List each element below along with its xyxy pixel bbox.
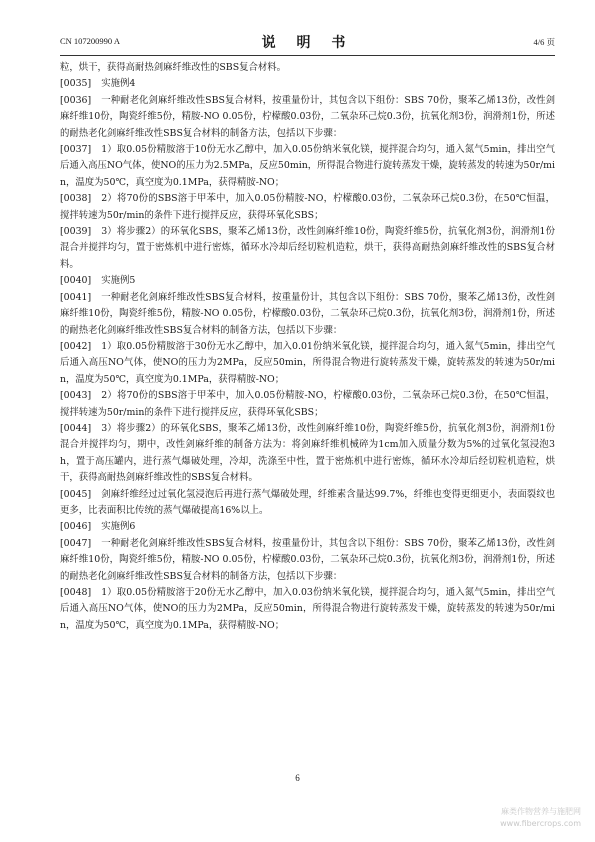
paragraph [60, 421, 555, 487]
paragraph-number: [0042] [60, 340, 92, 352]
paragraph [60, 60, 555, 76]
paragraph-text: 一种耐老化剑麻纤维改性SBS复合材料，按重量份计，其包含以下组份：SBS 70份，聚苯乙烯13份，改性剑麻纤维10份，陶瓷纤维5份，精胺-NO 0.05份，柠檬酸0.03份，二氧杂环己烷0.3份，抗氧化剂3份，润滑剂1份，所述的耐热老化剑麻纤维改性SBS复合材料的制备方法，包括以下步骤： [60, 537, 555, 582]
paragraph-number: [0040] [60, 275, 92, 287]
paragraph-text: 粒，烘干，获得高耐热剑麻纤维改性的SBS复合材料。 [60, 62, 286, 73]
paragraph [60, 339, 555, 388]
paragraph-text: 实施例6 [101, 521, 136, 533]
paragraph-text: 1）取0.05份精胺溶于10份无水乙醇中，加入0.05份纳米氧化镁，搅拌混合均匀，通入氮气5min，排出空气后通入高压NO气体，使NO的压力为2.5MPa，反应50min，所得混合物进行旋转蒸发干燥，旋转蒸发的转速为50r/min，温度为50℃，真空度为0.1MPa，获得精胺-NO； [60, 144, 555, 188]
paragraph [60, 487, 555, 520]
paragraph-text: 剑麻纤维经过过氧化氢浸泡后再进行蒸气爆破处理，纤维素含量达99.7%，纤维也变得更细更小，表面裂纹也更多，比表面积比传统的蒸气爆破提高16%以上。 [60, 488, 555, 516]
paragraph [60, 585, 555, 634]
paragraph-number: [0044] [60, 422, 92, 434]
page-header [60, 32, 555, 52]
paragraph-text: 1）取0.05份精胺溶于30份无水乙醇中，加入0.01份纳米氧化镁，搅拌混合均匀，通入氮气5min，排出空气后通入高压NO气体，使NO的压力为2MPa，反应50min，所得混合物进行旋转蒸发干燥，旋转蒸发的转速为50r/min，温度为50℃，真空度为0.1MPa，获得精胺-NO； [60, 340, 555, 385]
page-title: 说 明 书 [261, 35, 354, 51]
paragraph [60, 93, 555, 142]
watermark-site-name: 麻类作物营养与施肥网 [501, 807, 581, 816]
header-divider [60, 55, 555, 56]
paragraph-text: 一种耐老化剑麻纤维改性SBS复合材料，按重量份计，其包含以下组份：SBS 70份，聚苯乙烯13份，改性剑麻纤维10份，陶瓷纤维5份，精胺-NO 0.05份，柠檬酸0.03份，二氧杂环己烷0.3份，抗氧化剂3份，润滑剂1份，所述的耐热老化剑麻纤维改性SBS复合材料的制备方法，包括以下步骤： [60, 291, 555, 336]
paragraph [60, 388, 555, 421]
paragraph [60, 224, 555, 273]
paragraph-text: 1）取0.05份精胺溶于20份无水乙醇中，加入0.03份纳米氧化镁，搅拌混合均匀，通入氮气5min，排出空气后通入高压NO气体，使NO的压力为2MPa，反应50min，所得混合物进行旋转蒸发干燥，旋转蒸发的转速为50r/min，温度为50℃，真空度为0.1MPa，获得精胺-NO； [60, 587, 555, 631]
paragraph-number: [0043] [60, 390, 92, 402]
paragraph-number: [0038] [60, 193, 92, 205]
paragraph-text: 一种耐老化剑麻纤维改性SBS复合材料，按重量份计，其包含以下组份：SBS 70份，聚苯乙烯13份，改性剑麻纤维10份，陶瓷纤维5份，精胺-NO 0.05份，柠檬酸0.03份，二氧杂环己烷0.3份，抗氧化剂3份，润滑剂1份，所述的耐热老化剑麻纤维改性SBS复合材料的制备方法，包括以下步骤： [60, 94, 555, 139]
paragraph-text: 2）将70份的SBS溶于甲苯中，加入0.05份精胺-NO，柠檬酸0.03份，二氧杂环己烷0.3份，在50℃恒温，搅拌转速为50r/min的条件下进行搅拌反应，获得环氧化SBS； [60, 193, 555, 221]
paragraph [60, 273, 555, 289]
paragraph [60, 536, 555, 585]
paragraph-text: 2）将70份的SBS溶于甲苯中，加入0.05份精胺-NO，柠檬酸0.03份，二氧杂环己烷0.3份，在50℃恒温，搅拌转速为50r/min的条件下进行搅拌反应，获得环氧化SBS； [60, 390, 555, 418]
paragraph-number: [0037] [60, 144, 92, 156]
watermark [500, 806, 581, 830]
paragraph [60, 519, 555, 535]
paragraph-text: 实施例4 [101, 78, 136, 90]
paragraph-text: 3）将步骤2）的环氧化SBS，聚苯乙烯13份，改性剑麻纤维10份，陶瓷纤维5份，抗氧化剂3份，润滑剂1份混合并搅拌均匀，置于密炼机中进行密炼，循环水冷却后经切粒机造粒，烘干，获得高耐热剑麻纤维改性的SBS复合材料。 [60, 226, 555, 270]
paragraph [60, 142, 555, 191]
document-number: CN 107200990 A [60, 36, 120, 46]
paragraph-number: [0036] [60, 94, 92, 106]
paragraph [60, 290, 555, 339]
page-number: 6 [295, 773, 300, 783]
paragraph-number: [0045] [60, 488, 92, 500]
paragraph-number: [0035] [60, 78, 92, 90]
paragraph [60, 191, 555, 224]
paragraph-number: [0047] [60, 537, 92, 549]
paragraph-number: [0039] [60, 226, 92, 238]
document-body [60, 60, 555, 634]
watermark-url: www.fibercrops.com [500, 819, 581, 828]
paragraph-text: 实施例5 [101, 275, 136, 287]
paragraph-number: [0046] [60, 521, 92, 533]
paragraph-text: 3）将步骤2）的环氧化SBS，聚苯乙烯13份，改性剑麻纤维10份，陶瓷纤维5份，抗氧化剂3份，润滑剂1份混合并搅拌均匀，期中，改性剑麻纤维的制备方法为：将剑麻纤维机械碎为1cm加入质量分数为5%的过氧化氢浸泡3h，置于高压罐内，进行蒸气爆破处理，冷却，洗涤至中性，置于密炼机中进行密炼，循环水冷却后经切粒机造粒，烘干，获得高耐热剑麻纤维改性的SBS复合材料。 [60, 422, 555, 484]
paragraph-number: [0041] [60, 291, 92, 303]
paragraph-number: [0048] [60, 587, 92, 598]
paragraph [60, 76, 555, 92]
page-info: 4/6 页 [533, 37, 555, 47]
